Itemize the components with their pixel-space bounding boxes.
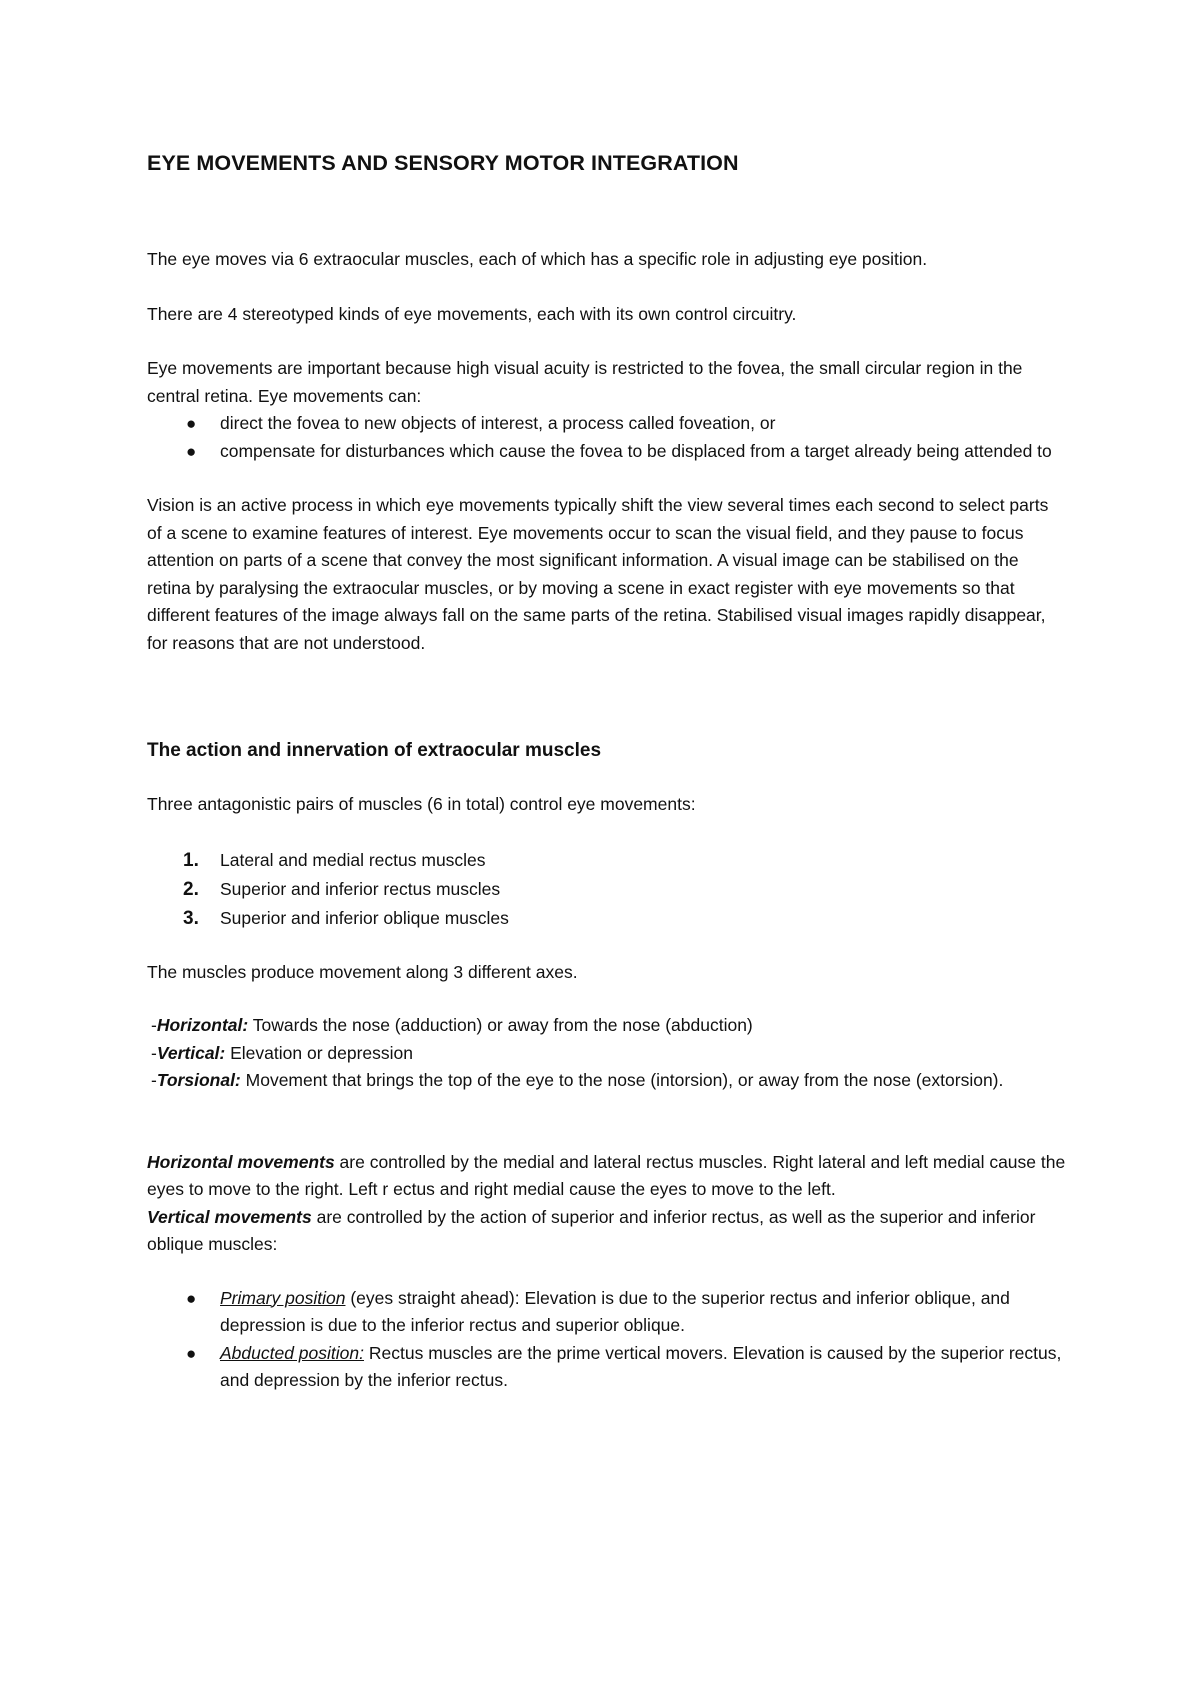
list-item: 2. Superior and inferior rectus muscles (183, 878, 501, 900)
axis-item-vertical: -Vertical: Elevation or depression (151, 1042, 413, 1063)
list-item: 1. Lateral and medial rectus muscles (183, 849, 486, 871)
list-item: ● compensate for disturbances which cause the fovea to be displaced from a target already being attended to (147, 438, 1067, 466)
section-heading: The action and innervation of extraocular muscles (147, 740, 602, 761)
bullet-icon: ● (186, 414, 197, 433)
section-paragraph-1: Three antagonistic pairs of muscles (6 in total) control eye movements: (147, 794, 696, 814)
document-title: EYE MOVEMENTS AND SENSORY MOTOR INTEGRATION (147, 151, 739, 175)
section-paragraph-2: The muscles produce movement along 3 different axes. (147, 961, 578, 982)
document-body (147, 148, 1067, 1395)
intro-paragraph-2: There are 4 stereotyped kinds of eye movements, each with its own control circuitry. (147, 303, 797, 324)
muscle-pairs-list (147, 846, 1067, 933)
list-item: ● direct the fovea to new objects of interest, a process called foveation, or (147, 410, 1067, 438)
list-item: ● Abducted position: Rectus muscles are the prime vertical movers. Elevation is caused by the superior rectus, and depression by the inferior rectus. (147, 1340, 1067, 1395)
bullet-icon: ● (186, 1288, 197, 1308)
bullet-icon: ● (186, 1343, 197, 1363)
axis-item-torsional: -Torsional: Movement that brings the top of the eye to the nose (intorsion), or away from the nose (extorsion). (151, 1070, 1004, 1090)
positions-bullet-list (147, 1285, 1067, 1395)
bullet-icon: ● (186, 441, 197, 461)
axis-item-horizontal: -Horizontal: Towards the nose (adduction) or away from the nose (abduction) (151, 1015, 753, 1035)
vertical-movements-paragraph: Vertical movements are controlled by the action of superior and inferior rectus, as well as the superior and inferior oblique muscles: (147, 1206, 1036, 1254)
intro-bullet-list (147, 410, 1067, 465)
intro-paragraph-4: Vision is an active process in which eye movements typically shift the view several times each second to select parts of a scene to examine features of interest. Eye movements occur to scan the visual field, and they pause to focus attention on parts of a scene that convey the most significant information. A visual image can be stabilised on the retina by paralysing the extraocular muscles, or by moving a scene in exact register with eye movements so that different features of the image always fall on the same parts of the retina. Stabilised visual images rapidly disappear, for reasons that are not understood. (147, 495, 1049, 653)
list-item: ● Primary position (eyes straight ahead): Elevation is due to the superior rectus and inferior oblique, and depression is due to the inferior rectus and superior oblique. (147, 1285, 1067, 1340)
horizontal-movements-paragraph: Horizontal movements are controlled by the medial and lateral rectus muscles. Right lateral and left medial cause the eyes to move to the right. Left r ectus and right medial cause the eyes to move to the left. (147, 1151, 1066, 1199)
intro-paragraph-1: The eye moves via 6 extraocular muscles, each of which has a specific role in adjusting eye position. (147, 249, 928, 269)
intro-paragraph-3: Eye movements are important because high visual acuity is restricted to the fovea, the small circular region in the central retina. Eye movements can: (147, 358, 1023, 406)
list-item: 3. Superior and inferior oblique muscles (183, 907, 509, 929)
